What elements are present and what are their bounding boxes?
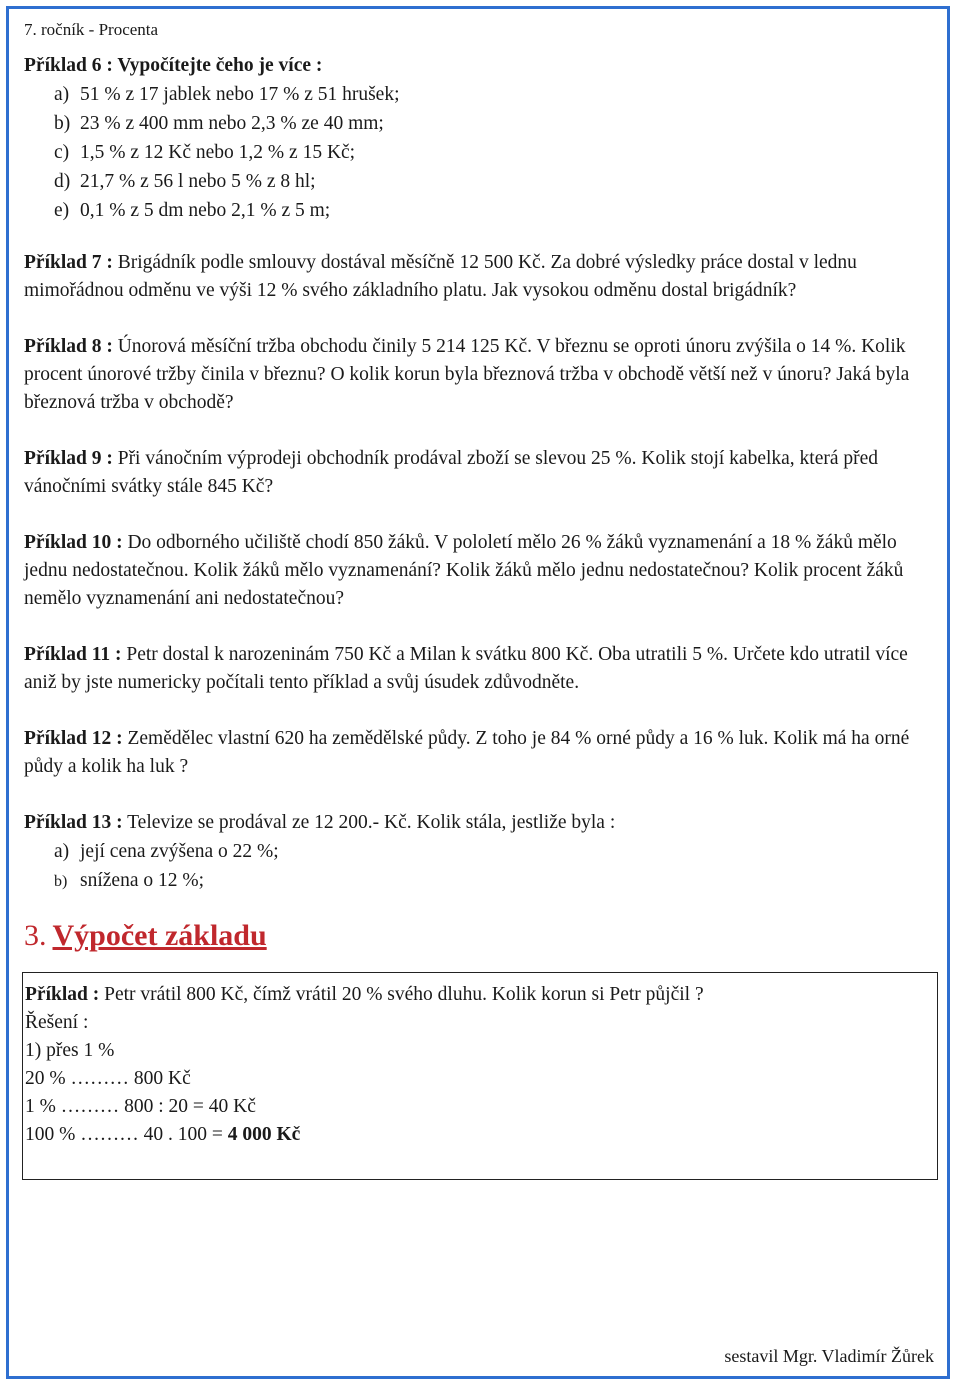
solution-heading: Řešení : xyxy=(25,1012,89,1033)
exercise-label: Příklad 11 : xyxy=(24,644,122,665)
solution-line: 1 % ……… 800 : 20 = 40 Kč xyxy=(25,1096,256,1117)
exercise-text: Při vánočním výprodeji obchodník prodával zboží se slevou 25 %. Kolik stojí kabelka, která před vánočními svátky stále 845 Kč? xyxy=(24,448,879,497)
solution-box xyxy=(22,972,938,1180)
list-item: a) 51 % z 17 jablek nebo 17 % z 51 hrušek; xyxy=(54,84,400,105)
list-item: c) 1,5 % z 12 Kč nebo 1,2 % z 15 Kč; xyxy=(54,142,356,163)
exercise-10 xyxy=(24,529,936,613)
exercise-text: Petr dostal k narozeninám 750 Kč a Milan k svátku 800 Kč. Oba utratili 5 %. Určete kdo utratil více aniž by jste numericky počítali tento příklad a svůj úsudek zdůvodněte. xyxy=(24,644,908,693)
exercise-13-list xyxy=(54,837,936,896)
exercise-6-list xyxy=(54,80,936,225)
exercise-text: Televize se prodával ze 12 200.- Kč. Kolik stála, jestliže byla : xyxy=(127,812,616,833)
list-item: b) snížena o 12 %; xyxy=(54,870,205,891)
exercise-7 xyxy=(24,249,936,305)
list-item: e) 0,1 % z 5 dm nebo 2,1 % z 5 m; xyxy=(54,200,331,221)
worksheet xyxy=(24,20,936,1180)
exercise-9 xyxy=(24,445,936,501)
exercise-8 xyxy=(24,333,936,417)
list-item: b) 23 % z 400 mm nebo 2,3 % ze 40 mm; xyxy=(54,113,384,134)
exercise-6 xyxy=(24,52,936,225)
exercise-text: Brigádník podle smlouvy dostával měsíčně 12 500 Kč. Za dobré výsledky práce dostal v lednu mimořádnou odměnu ve výši 12 % svého základního platu. Jak vysokou odměnu dostal brigádník? xyxy=(24,252,857,301)
exercise-text: Únorová měsíční tržba obchodu činily 5 214 125 Kč. V březnu se oproti únoru zvýšila o 14 %. Kolik procent únorové tržby činila v březnu? O kolik korun byla březnová tržba v obchodě větší než v únoru? Jaká byla březnová tržba v obchodě? xyxy=(24,336,910,413)
list-item: a) její cena zvýšena o 22 %; xyxy=(54,841,279,862)
exercise-label: Příklad 9 : xyxy=(24,448,113,469)
exercise-11 xyxy=(24,641,936,697)
solution-step: 1) přes 1 % xyxy=(25,1040,115,1061)
author-footer: sestavil Mgr. Vladimír Žůrek xyxy=(724,1346,934,1366)
exercise-label: Příklad : xyxy=(25,984,100,1005)
exercise-text: Petr vrátil 800 Kč, čímž vrátil 20 % svého dluhu. Kolik korun si Petr půjčil ? xyxy=(104,984,704,1005)
exercise-text: Zemědělec vlastní 620 ha zemědělské půdy. Z toho je 84 % orné půdy a 16 % luk. Kolik má ha orné půdy a kolik ha luk ? xyxy=(24,728,910,777)
exercise-12 xyxy=(24,725,936,781)
solution-problem xyxy=(23,981,937,1009)
exercise-6-title: Příklad 6 : Vypočítejte čeho je více : xyxy=(24,55,323,76)
exercise-text: Do odborného učiliště chodí 850 žáků. V pololetí mělo 26 % žáků vyznamenání a 18 % žáků mělo jednu nedostatečnou. Kolik žáků mělo vyznamenání? Kolik žáků mělo jednu nedostatečnou? Kolik procent žáků nemělo vyznamenání ani nedostatečnou? xyxy=(24,532,904,609)
solution-result: 4 000 Kč xyxy=(227,1124,301,1145)
exercise-label: Příklad 13 : xyxy=(24,812,123,833)
exercise-label: Příklad 10 : xyxy=(24,532,123,553)
exercise-13 xyxy=(24,809,936,896)
solution-line: 20 % ……… 800 Kč xyxy=(25,1068,191,1089)
section-number: 3. xyxy=(24,919,47,952)
section-heading xyxy=(24,916,936,956)
exercise-label: Příklad 12 : xyxy=(24,728,123,749)
exercise-label: Příklad 8 : xyxy=(24,336,113,357)
page-header: 7. ročník - Procenta xyxy=(24,20,159,39)
section-title: Výpočet základu xyxy=(52,919,267,952)
exercise-label: Příklad 7 : xyxy=(24,252,113,273)
solution-line: 100 % ……… 40 . 100 = 4 000 Kč xyxy=(25,1124,301,1145)
list-item: d) 21,7 % z 56 l nebo 5 % z 8 hl; xyxy=(54,171,316,192)
